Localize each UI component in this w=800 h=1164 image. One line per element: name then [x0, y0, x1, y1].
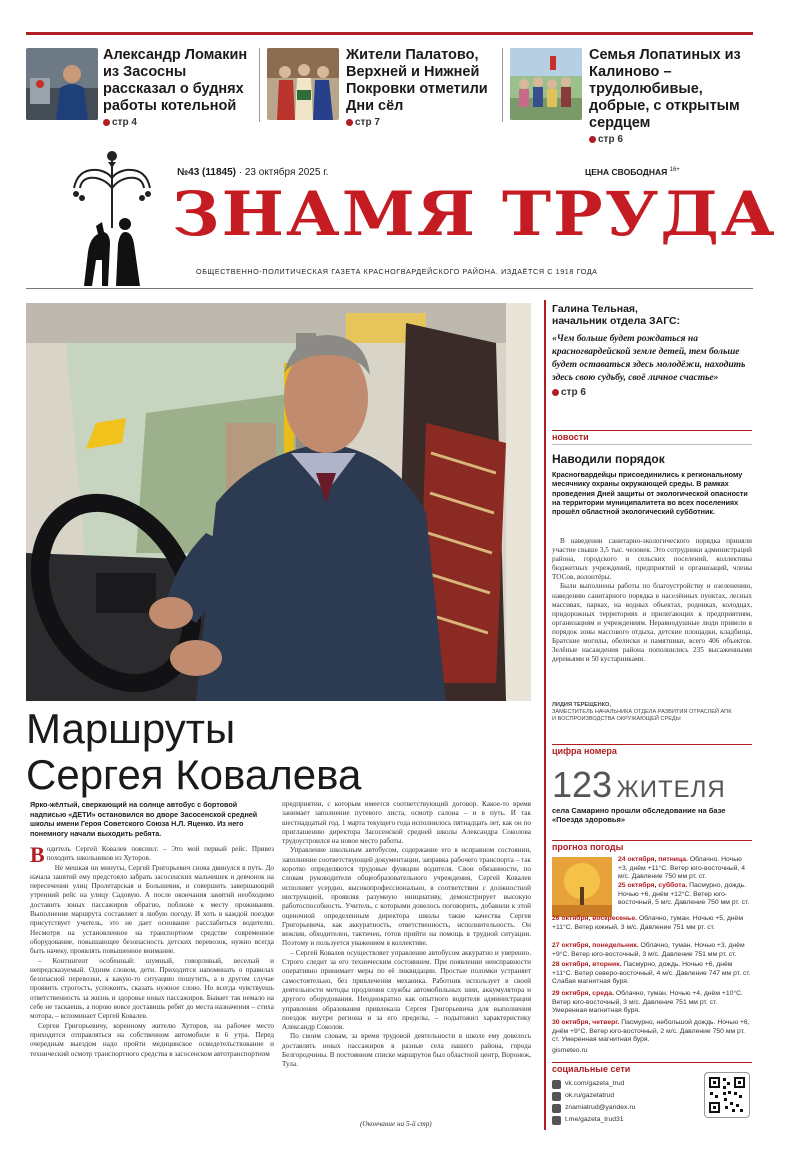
news-body: В наведении санитарно-экологического порядка приняли участие свыше 3,5 тыс. человек. Это сотрудники администраций района, городского и сельских поселений, коллективы бюджетных учреждений, предприятий и организаций, члены ТОСов, волонтёры. Были выполнены работы по благоустройству и озеленению, наведению санитарного порядка в населённых пунктах, лесных массивах, парках, на водных объектах, родниках, колодцах, придорожных территориях и прилегающих к предприятиям, организациям и учреждениям. Неравнодушные люди привели в порядок зоны массового отдыха, детские площадки, кладбища, Братские могилы, обелиски и памятники, всего 406 объектов. Зелёные насаждения района пополнились 235 высаженными деревьями и 50 кустарниками. [552, 537, 752, 664]
vk-icon [552, 1080, 561, 1089]
teaser-3-title[interactable]: Семья Лопатиных из Калиново – трудолюбивые, добрые, с открытым сердцем [589, 47, 741, 131]
teaser-3-photo[interactable] [510, 48, 582, 120]
social-telegram[interactable]: t.me/gazeta_trud31 [552, 1114, 692, 1126]
continued-note[interactable]: (Окончание на 5-й стр) [360, 1120, 432, 1128]
figure-divider [552, 744, 752, 745]
top-rule [26, 32, 753, 35]
weather-day-5: 28 октября, вторник. Пасмурно, дождь. Ночью +6, днём +11°С. Ветер северо-восточный, 4 м/с. Давление 747 мм рт. ст. Слабая магнитная буря. [552, 961, 751, 986]
weather-label: прогноз погоды [552, 842, 624, 852]
age-rating: 16+ [669, 167, 680, 174]
article-column-1: Водитель Сергей Ковалев пояснил: – Это мой первый рейс. Привез походить школьников из Хуторов. Не мешкая ни минуты, Сергей Григорьевич снова двинулся в путь. До начала занятий ему предстояло забрать засосенских мальчишек и девчонок на пересечении улиц Пролетарская и Большевик, и совершить завершающий утренний рейс на улицу Садовую. А после окончания занятий необходимо доставить юных пассажиров обратно, поближе к месту проживания. Выполнение маршрута составляет в любую погоду. И хоть в каждой поездке присутствует учитель, это не дает основание расслабиться водителю. Несмотря на установленное на транспортном средстве современное оборудование, повышающее безопасность детских перевозок, нужно всегда быть начеку, проявлять повышенное внимание. – Контингент особенный: шумный, говорливый, веселый и непредсказуемый. Одним словом, дети. Приходится напоминать о правилах безопасной перевозки, а какую-то ситуацию пошутить, а в другом случае проявить строгость, успокоить, сказать нужное слово. Но всегда чувствуешь ответственность за жизнь и здоровье юных пассажиров. Бывает так немало на себе не таскаешь, а порою вовсе доставишь ребят до места назначения – стиха мотора, – вспоминает Сергей Ковалев. Сергея Григорьевичу, коренному жителю Хуторов, на рабочее место приходится отправляться на собственном автомобиле в 6 утра. Перед очередным выездом надо пройти медицинское освидетельствование и технический осмотр транспортного средства в засосенском автотранспортном [30, 845, 274, 1058]
figure-text: села Самарино прошли обследование на базе «Поезда здоровья» [552, 806, 726, 825]
main-lead: Ярко-жёлтый, сверкающий на солнце автобус с бортовой надписью «ДЕТИ» остановился во дворе Засосенской средней школы имени Героя Советского Союза Н.Л. Яценко. Из него понемногу начали выходить ребята. [30, 800, 258, 838]
teaser-3-page: стр 6 [589, 134, 759, 145]
news-divider [552, 444, 752, 445]
news-label: новости [552, 432, 589, 442]
social-list [552, 1078, 692, 1126]
figure-value [552, 764, 726, 806]
main-photo[interactable] [26, 303, 531, 701]
qr-code-icon[interactable] [704, 1072, 750, 1118]
mail-icon [552, 1104, 561, 1113]
figure-label: цифра номера [552, 746, 617, 756]
teaser-divider [259, 48, 260, 122]
weather-day-4: 27 октября, понедельник. Облачно, туман. Ночью +3, днём +9°С. Ветер юго-восточный, 3 м/с. Давление 751 мм рт. ст. [552, 942, 745, 958]
weather-divider [552, 840, 752, 841]
weather-day-1: 24 октября, пятница. Облачно. Ночью +3, днём +11°С. Ветер юго-восточный, 4 м/с. Давление 750 мм рт. ст. [618, 856, 745, 881]
teaser-1-title[interactable]: Александр Ломакин из Засосны рассказал о буднях работы котельной [103, 47, 248, 114]
issue-number: №43 (11845) · 23 октября 2025 г. [177, 167, 329, 178]
teaser-3[interactable] [589, 47, 759, 145]
teaser-1-page: стр 4 [103, 117, 253, 128]
weather-day-2: 25 октября, суббота. Пасмурно, дождь. Ночью +6, днём +12°С. Ветер юго-восточный, 5 м/с. Давление 750 мм рт. ст. [618, 882, 750, 907]
social-vk[interactable]: vk.com/gazeta_trud [552, 1078, 692, 1090]
teaser-2-photo[interactable] [267, 48, 339, 120]
weather-day-7: 30 октября, четверг. Пасмурно, небольшой дождь. Ночью +6, днём +9°С. Ветер юго-восточный, 2 м/с. Давление 750 мм рт. ст. Умеренная магнитная буря. [552, 1019, 750, 1044]
teaser-2-page: стр 7 [346, 117, 496, 128]
teaser-2-title[interactable]: Жители Палатово, Верхней и Нижней Покровки отметили Дни сёл [346, 47, 488, 114]
newspaper-title: ЗНАМЯ ТРУДА [172, 178, 777, 250]
telegram-icon [552, 1116, 561, 1125]
masthead-divider [26, 288, 753, 289]
bullet-icon [589, 136, 596, 143]
quote-page[interactable]: стр 6 [552, 387, 752, 398]
weather-day-3: 26 октября, воскресенье. Облачно, туман. Ночью +5, днём +11°С. Ветер южный, 3 м/с. Давление 751 мм рт. ст. [552, 915, 744, 931]
quote-block [552, 303, 752, 398]
bullet-icon [103, 119, 110, 126]
teaser-divider [502, 48, 503, 122]
news-lead: Красногвардейцы присоединились к региональному месячнику охраны окружающей среды. В рамках проведения Дней защиты от экологической опасности на территории муниципалитета во всех поселениях прошёл областной экологический субботник. [552, 470, 748, 517]
masthead-emblem-icon [68, 148, 156, 286]
bullet-icon [552, 389, 559, 396]
weather-source[interactable]: gismeteo.ru [552, 1047, 588, 1054]
issue-date: · 23 октября 2025 г. [238, 167, 329, 178]
teaser-2[interactable] [346, 47, 496, 128]
main-headline[interactable]: Маршруты Сергея Ковалева [26, 705, 362, 798]
bullet-icon [346, 119, 353, 126]
teaser-1[interactable] [103, 47, 253, 128]
figure-unit: ЖИТЕЛЯ [616, 776, 726, 803]
sidebar-rule [544, 300, 546, 1130]
weather-day-6: 29 октября, среда. Облачно, туман. Ночью +4, днём +10°С. Ветер юго-восточный, 3 м/с. Давление 751 мм рт. ст. Умеренная магнитная буря. [552, 990, 743, 1015]
social-ok[interactable]: ok.ru/gazetatrud [552, 1090, 692, 1102]
quote-author: Галина Тельная, [552, 303, 638, 315]
newspaper-subtitle: ОБЩЕСТВЕННО-ПОЛИТИЧЕСКАЯ ГАЗЕТА КРАСНОГВАРДЕЙСКОГО РАЙОНА. ИЗДАЁТСЯ С 1918 ГОДА [196, 267, 598, 276]
social-email[interactable]: znamiatrud@yandex.ru [552, 1102, 692, 1114]
news-headline[interactable]: Наводили порядок [552, 452, 665, 466]
news-divider [552, 430, 752, 431]
news-signature: ЛИДИЯ ТЕРЕЩЕНКО, ЗАМЕСТИТЕЛЬ НАЧАЛЬНИКА ОТДЕЛА РАЗВИТИЯ ОТРАСЛЕЙ АПК И ВОСПРОИЗВОДСТВА ОКРУЖАЮЩЕЙ СРЕДЫ [552, 702, 732, 722]
article-column-2: предприятии, с которым имеется соответствующий договор. Какое-то время занимает заполнение путевого листа, осмотр салона – и в путь. И так шестнадцатый год. 1 марта текущего года исполнилось пятнадцать лет, как он по приглашению директора Засосенской средней школы Александра Соколова трудоустроился на новое место работы. Управление школьным автобусом, содержание его в исправном состоянии, заполнение соответствующей документации, заправка рабочего транспорта – так коротко определяются трудовые функции водителя. Свои обязанности, по словам руководителя общеобразовательного учреждения, Сергей Ковалев исполняет усердно, высокопрофессионально, в соответствии с должностной инструкцией, проявляя разумную инициативу, демонстрирует высокую работоспособность. Учитель, с которыми довелось поговорить, добавили к этой оценочной определенным директора школы такие качества Сергея Григорьевича, как аккуратность, ответственность, исполнительность. Он вежлив, обходителен, тактичен, готов прийти на помощь в трудной ситуации. Поэтому и пользуется уважением в коллективе. – Сергей Ковалев осуществляет управление автобусом аккуратно и уверенно. Строго следит за его техническим состоянием. При появлении неисправности оперативно принимает меры по её ликвидации. Простые поломки устраняет самостоятельно, без привлечения механика. Работник использует в своей деятельности методы продления службы автомобильных шин, аккумулятора и другого оборудования. Неоднократно как опытного водителя администрация управления образования привлекала Сергея Григорьевича для выполнения поездок внутри региона и за его пределы, – подытожил характеристику Александр Соколов. По своим словам, за время трудовой деятельности в школе ему довелось доставлять юных пассажиров в разные села нашего района, города Белгородчины. В постоянном списке маршрутов был областной центр, Воронеж, Тула. [282, 800, 531, 1069]
figure-number: 123 [552, 764, 613, 805]
weather-photo [552, 857, 612, 917]
quote-role: начальник отдела ЗАГС: [552, 315, 681, 327]
social-label: социальные сети [552, 1064, 631, 1074]
teaser-1-photo[interactable] [26, 48, 98, 120]
ok-icon [552, 1092, 561, 1101]
drop-cap: В [30, 845, 45, 867]
price-label: ЦЕНА СВОБОДНАЯ $^{16+}$ [585, 167, 680, 177]
social-divider [552, 1062, 752, 1063]
quote-text: «Чем больше будет рождаться на красногвардейской земле детей, тем больше будет оставаться здесь молодёжи, находить здесь свою судьбу, своё личное счастье» [552, 334, 746, 383]
